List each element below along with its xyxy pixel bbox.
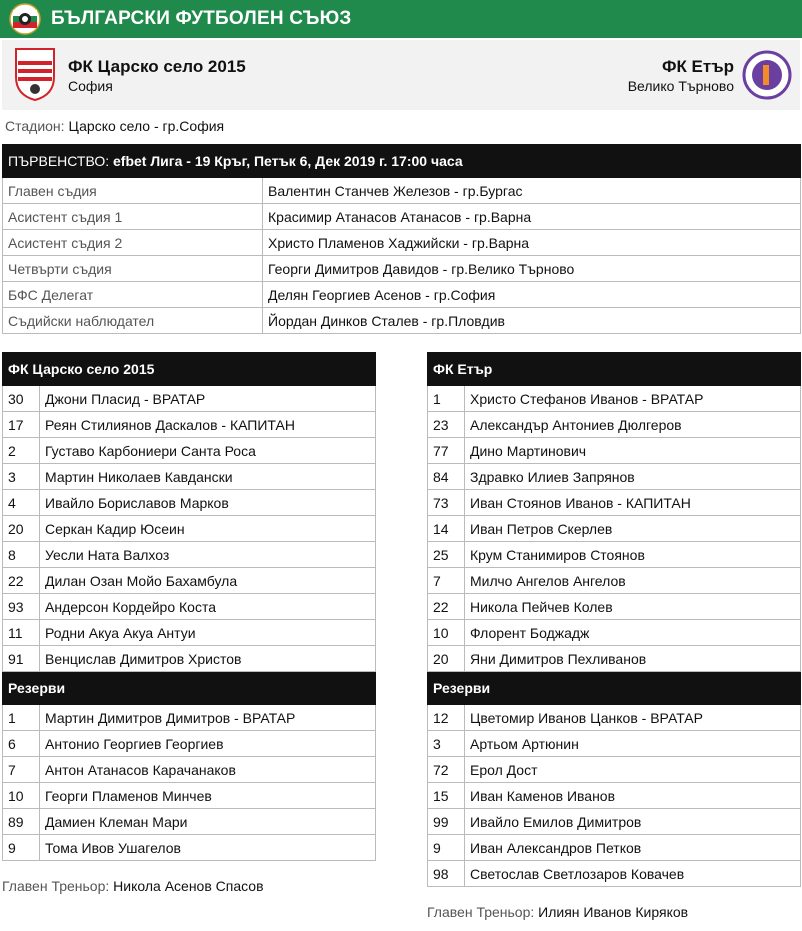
officials-table (2, 144, 801, 334)
player-row (428, 809, 801, 835)
player-number: 1 (3, 705, 40, 731)
player-row (428, 412, 801, 438)
player-number: 20 (3, 516, 40, 542)
player-number: 14 (428, 516, 465, 542)
player-name[interactable]: Цветомир Иванов Цанков - ВРАТАР (465, 705, 801, 731)
player-number: 22 (3, 568, 40, 594)
player-number: 77 (428, 438, 465, 464)
player-row (428, 705, 801, 731)
home-squad-title: ФК Царско село 2015 (3, 353, 376, 386)
official-row (3, 204, 801, 230)
player-row (3, 809, 376, 835)
player-number: 4 (3, 490, 40, 516)
player-row (428, 861, 801, 887)
official-role: БФС Делегат (3, 282, 263, 308)
player-name[interactable]: Иван Стоянов Иванов - КАПИТАН (465, 490, 801, 516)
home-coach-name: Никола Асенов Спасов (113, 878, 264, 894)
player-number: 30 (3, 386, 40, 412)
player-name[interactable]: Артьом Артюнин (465, 731, 801, 757)
player-number: 7 (428, 568, 465, 594)
player-number: 10 (3, 783, 40, 809)
player-name[interactable]: Дилан Озан Мойо Бахамбула (40, 568, 376, 594)
player-name[interactable]: Серкан Кадир Юсеин (40, 516, 376, 542)
bfu-logo-icon (9, 3, 41, 35)
away-coach-label: Главен Треньор: (427, 904, 535, 920)
player-name[interactable]: Дамиен Клеман Мари (40, 809, 376, 835)
home-squad-table (2, 352, 376, 861)
player-row (3, 594, 376, 620)
stadium-value: Царско село - гр.София (68, 118, 225, 134)
home-coach-line (2, 878, 264, 894)
player-name[interactable]: Иван Александров Петков (465, 835, 801, 861)
home-reserves-header: Резерви (3, 672, 376, 705)
player-row (3, 516, 376, 542)
player-number: 73 (428, 490, 465, 516)
player-row (3, 783, 376, 809)
player-row (3, 646, 376, 672)
official-name: Валентин Станчев Железов - гр.Бургас (263, 178, 801, 204)
player-row (428, 386, 801, 412)
player-number: 25 (428, 542, 465, 568)
player-name[interactable]: Христо Стефанов Иванов - ВРАТАР (465, 386, 801, 412)
player-row (428, 594, 801, 620)
official-row (3, 178, 801, 204)
player-row (428, 646, 801, 672)
player-name[interactable]: Андерсон Кордейро Коста (40, 594, 376, 620)
player-name[interactable]: Ивайло Емилов Димитров (465, 809, 801, 835)
official-name: Делян Георгиев Асенов - гр.София (263, 282, 801, 308)
player-name[interactable]: Яни Димитров Пехливанов (465, 646, 801, 672)
player-row (428, 438, 801, 464)
player-row (3, 438, 376, 464)
player-number: 93 (3, 594, 40, 620)
home-team-city: София (68, 78, 113, 94)
player-number: 23 (428, 412, 465, 438)
official-name: Йордан Динков Сталев - гр.Пловдив (263, 308, 801, 334)
player-row (428, 620, 801, 646)
player-name[interactable]: Венцислав Димитров Христов (40, 646, 376, 672)
player-number: 9 (3, 835, 40, 861)
official-name: Красимир Атанасов Атанасов - гр.Варна (263, 204, 801, 230)
player-row (3, 412, 376, 438)
competition-header (3, 145, 801, 178)
player-name[interactable]: Ивайло Бориславов Марков (40, 490, 376, 516)
player-row (3, 705, 376, 731)
player-row (428, 731, 801, 757)
player-name[interactable]: Иван Петров Скерлев (465, 516, 801, 542)
player-row (428, 464, 801, 490)
away-coach-name: Илиян Иванов Киряков (538, 904, 689, 920)
player-name[interactable]: Флорент Боджадж (465, 620, 801, 646)
player-name[interactable]: Крум Станимиров Стоянов (465, 542, 801, 568)
player-name[interactable]: Антон Атанасов Карачанаков (40, 757, 376, 783)
player-number: 10 (428, 620, 465, 646)
player-name[interactable]: Никола Пейчев Колев (465, 594, 801, 620)
player-row (428, 783, 801, 809)
away-team-crest-icon (742, 47, 792, 103)
player-row (3, 835, 376, 861)
player-name[interactable]: Милчо Ангелов Ангелов (465, 568, 801, 594)
player-row (3, 464, 376, 490)
player-row (428, 542, 801, 568)
official-name: Христо Пламенов Хаджийски - гр.Варна (263, 230, 801, 256)
player-name[interactable]: Родни Акуа Акуа Антуи (40, 620, 376, 646)
player-name[interactable]: Тома Ивов Ушагелов (40, 835, 376, 861)
player-name[interactable]: Ерол Дост (465, 757, 801, 783)
away-team-city: Велико Търново (627, 78, 734, 94)
player-number: 98 (428, 861, 465, 887)
official-role: Главен съдия (3, 178, 263, 204)
player-name[interactable]: Реян Стилиянов Даскалов - КАПИТАН (40, 412, 376, 438)
player-number: 17 (3, 412, 40, 438)
player-row (3, 542, 376, 568)
player-name[interactable]: Иван Каменов Иванов (465, 783, 801, 809)
official-row (3, 308, 801, 334)
player-number: 7 (3, 757, 40, 783)
official-row (3, 230, 801, 256)
player-number: 22 (428, 594, 465, 620)
player-row (3, 568, 376, 594)
player-name[interactable]: Здравко Илиев Запрянов (465, 464, 801, 490)
player-name[interactable]: Александър Антониев Дюлгеров (465, 412, 801, 438)
player-row (3, 731, 376, 757)
player-number: 12 (428, 705, 465, 731)
player-name[interactable]: Георги Пламенов Минчев (40, 783, 376, 809)
stadium-line (5, 118, 224, 134)
official-row (3, 282, 801, 308)
player-row (428, 516, 801, 542)
competition-label: ПЪРВЕНСТВО: (8, 153, 110, 169)
player-number: 3 (428, 731, 465, 757)
official-name: Георги Димитров Давидов - гр.Велико Търново (263, 256, 801, 282)
official-role: Асистент съдия 2 (3, 230, 263, 256)
player-row (3, 757, 376, 783)
site-title: БЪЛГАРСКИ ФУТБОЛЕН СЪЮЗ (51, 8, 352, 29)
player-number: 15 (428, 783, 465, 809)
away-squad-title: ФК Етър (428, 353, 801, 386)
player-number: 3 (3, 464, 40, 490)
player-row (428, 835, 801, 861)
player-name[interactable]: Уесли Ната Валхоз (40, 542, 376, 568)
player-name[interactable]: Мартин Николаев Кавдански (40, 464, 376, 490)
stadium-label: Стадион: (5, 118, 65, 134)
player-number: 9 (428, 835, 465, 861)
player-number: 89 (3, 809, 40, 835)
official-role: Съдийски наблюдател (3, 308, 263, 334)
player-number: 8 (3, 542, 40, 568)
home-team-name[interactable]: ФК Царско село 2015 (68, 57, 246, 76)
player-row (3, 490, 376, 516)
official-role: Четвърти съдия (3, 256, 263, 282)
player-number: 20 (428, 646, 465, 672)
player-number: 91 (3, 646, 40, 672)
away-squad-table (427, 352, 801, 887)
player-name[interactable]: Антонио Георгиев Георгиев (40, 731, 376, 757)
competition-value: efbet Лига - 19 Кръг, Петък 6, Дек 2019 г. 17:00 часа (113, 153, 463, 169)
player-name[interactable]: Дино Мартинович (465, 438, 801, 464)
player-row (3, 620, 376, 646)
player-number: 84 (428, 464, 465, 490)
match-header (2, 40, 800, 110)
player-name[interactable]: Джони Пласид - ВРАТАР (40, 386, 376, 412)
player-row (428, 568, 801, 594)
player-name[interactable]: Густаво Карбониери Санта Роса (40, 438, 376, 464)
top-header-bar (0, 0, 802, 38)
player-row (428, 757, 801, 783)
player-row (428, 490, 801, 516)
home-coach-label: Главен Треньор: (2, 878, 110, 894)
away-team-name[interactable]: ФК Етър (661, 57, 734, 76)
player-name[interactable]: Светослав Светлозаров Ковачев (465, 861, 801, 887)
away-reserves-header: Резерви (428, 672, 801, 705)
away-coach-line (427, 904, 688, 920)
player-number: 6 (3, 731, 40, 757)
player-number: 11 (3, 620, 40, 646)
player-number: 1 (428, 386, 465, 412)
player-number: 2 (3, 438, 40, 464)
player-row (3, 386, 376, 412)
player-number: 99 (428, 809, 465, 835)
player-name[interactable]: Мартин Димитров Димитров - ВРАТАР (40, 705, 376, 731)
player-number: 72 (428, 757, 465, 783)
official-role: Асистент съдия 1 (3, 204, 263, 230)
home-team-crest-icon (14, 47, 56, 101)
official-row (3, 256, 801, 282)
